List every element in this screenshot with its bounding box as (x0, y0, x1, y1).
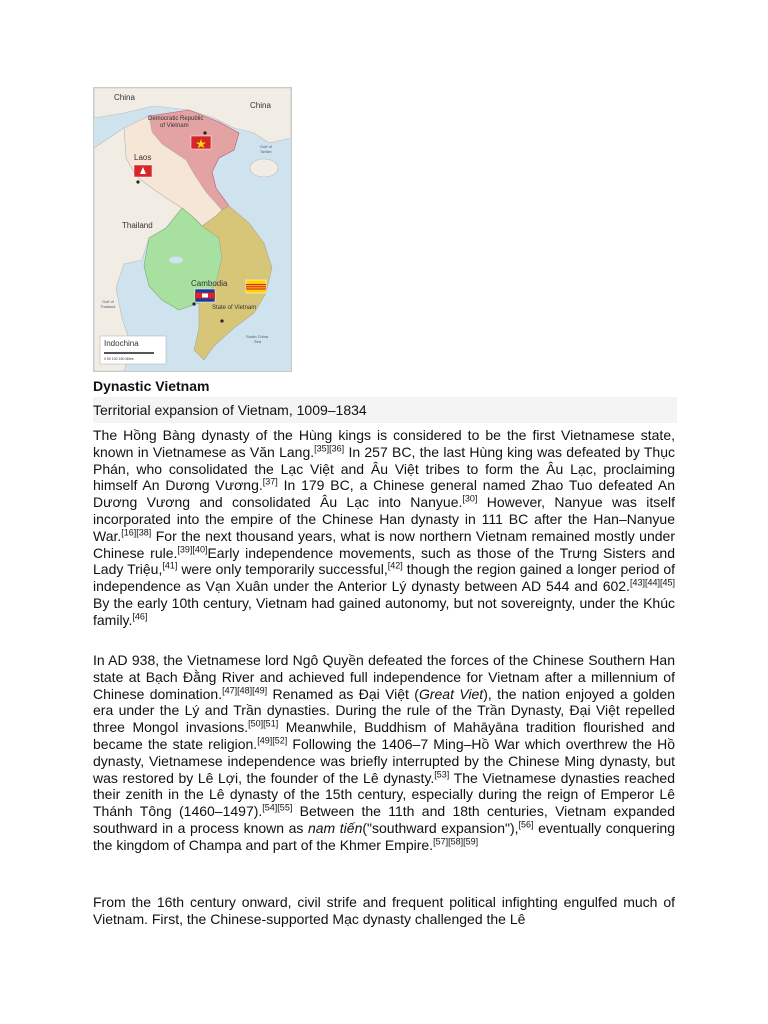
p1-text-6: were only temporarily successful, (177, 561, 388, 578)
cambodia-flag-icon (195, 289, 215, 302)
p1-text-8: By the early 10th century, Vietnam had gained autonomy, but not sovereignty, under the Khúc family. (93, 594, 675, 628)
citation[interactable]: [30] (462, 493, 478, 504)
map-graphic (94, 88, 291, 371)
p2-text-7: ("southward expansion"), (362, 819, 519, 836)
laos-flag-icon (134, 165, 152, 177)
section-title: Dynastic Vietnam (93, 378, 210, 394)
p2-text-4: Following the 1406–7 Ming–Hồ War which overthrew the Hồ dynasty, Vietnamese independence was briefly interrupted by the Chinese Ming dynasty, but was restored by Lê Lợi, the founder of the Lê dynasty. (93, 735, 675, 786)
citation[interactable]: [53] (434, 768, 450, 779)
p1-text-3: However, Nanyue was itself incorporated into the empire of the Chinese Han dynasty in 111 BC after the Han–Nanyue War. (93, 494, 675, 544)
p2-text-5: The Vietnamese dynasties reached their zenith in the Lê dynasty of the 15th century, especially during the reign of Emperor Lê Thánh Tông (1460–1497). (93, 769, 675, 820)
citation[interactable]: [37] (262, 476, 278, 487)
label-gulf-thailand: Gulf of Thailand (100, 299, 116, 309)
indochina-map (93, 87, 292, 372)
citation[interactable]: [49][52] (257, 735, 288, 746)
p2-italic-great-viet: Great Viet (418, 685, 484, 702)
p2-italic-nam-tien: nam tiến (307, 819, 363, 836)
map-legend (100, 336, 166, 364)
p2-text-3: Meanwhile, Buddhism of Mahāyāna tradition flourished and became the state religion. (93, 719, 675, 752)
scale-label: 0 50 100 150 Miles (104, 357, 134, 361)
label-china-right: China (250, 101, 271, 110)
p1-text-2: In 179 BC, a Chinese general named Zhao Tuo defeated An Dương Vương and consolidated Âu Lạc into Nanyue. (93, 477, 675, 511)
label-china-top: China (114, 93, 135, 102)
label-gulf-tonkin: Gulf of Tonkin (260, 144, 272, 154)
p2-text-8: eventually conquering the kingdom of Champa and part of the Khmer Empire. (93, 819, 676, 853)
citation[interactable]: [43][44][45] (629, 577, 675, 588)
citation[interactable]: [57][58][59] (433, 836, 479, 847)
p2-text-2: ), the nation enjoyed a golden era under the Lý and Trần dynasties. During the rule of the Trần Dynasty, Đại Việt repelled three Mongol invasions. (93, 685, 675, 736)
p1-text-0: The Hồng Bàng dynasty of the Hùng kings is considered to be the first Vietnamese state, known in Vietnamese as Văn Lang. (93, 427, 675, 460)
legend-title: Indochina (104, 339, 139, 348)
drv-flag-icon (191, 136, 211, 149)
citation[interactable]: [39][40] (177, 543, 208, 554)
citation[interactable]: [16][38] (121, 527, 152, 538)
phnom-penh-dot (192, 302, 195, 305)
citation[interactable]: [46] (132, 611, 148, 622)
citation[interactable]: [54][55] (262, 802, 293, 813)
paragraph-2 (93, 652, 675, 854)
p1-text-4: For the next thousand years, what is now northern Vietnam remained mostly under Chinese rule. (93, 527, 675, 561)
map-caption: Territorial expansion of Vietnam, 1009–1834 (93, 397, 677, 423)
p1-text-7: though the region gained a longer period of independence as Vạn Xuân under the Anterior Lý dynasty between AD 544 and 602. (93, 561, 675, 595)
saigon-dot (220, 319, 223, 322)
p1-text-1: In 257 BC, the last Hùng king was defeated by Thục Phán, who consolidated the Lạc Việt and Âu Việt tribes to form the Âu Lạc, proclaiming himself An Dương Vương. (93, 443, 675, 494)
hainan-island (250, 159, 278, 177)
label-thailand: Thailand (122, 221, 153, 230)
paragraph-3: From the 16th century onward, civil strife and frequent political infighting engulfed much of Vietnam. First, the Chinese-supported Mạc dynasty challenged the Lê (93, 894, 675, 927)
p1-text-5: Early independence movements, such as those of the Trưng Sisters and Lady Triệu, (93, 544, 675, 578)
citation[interactable]: [41] (162, 560, 178, 571)
p2-text-0: In AD 938, the Vietnamese lord Ngô Quyền defeated the forces of the Chinese Southern Han state at Bạch Đằng River and achieved full independence for Vietnam after a millennium of Chinese domination. (93, 652, 675, 702)
p2-text-6: Between the 11th and 18th centuries, Vietnam expanded southward in a process known as (93, 803, 675, 836)
scale-bar (104, 352, 154, 354)
vientiane-dot (136, 180, 139, 183)
citation[interactable]: [42] (387, 560, 403, 571)
label-drv: Democratic Republic of Vietnam (148, 116, 204, 129)
label-state-of-vietnam: State of Vietnam (212, 305, 257, 311)
label-laos: Laos (134, 153, 152, 162)
label-south-china-sea: South China Sea (246, 334, 269, 344)
paragraph-1 (93, 427, 675, 629)
label-cambodia: Cambodia (191, 279, 228, 288)
tonle-sap-lake (169, 257, 183, 264)
citation[interactable]: [56] (518, 819, 534, 830)
hanoi-dot (203, 131, 206, 134)
citation[interactable]: [47][48][49] (222, 684, 268, 695)
citation[interactable]: [50][51] (248, 718, 279, 729)
citation[interactable]: [35][36] (314, 443, 345, 454)
state-of-vietnam-flag-icon (246, 280, 266, 293)
p2-text-1: Renamed as Đại Việt ( (267, 685, 419, 702)
